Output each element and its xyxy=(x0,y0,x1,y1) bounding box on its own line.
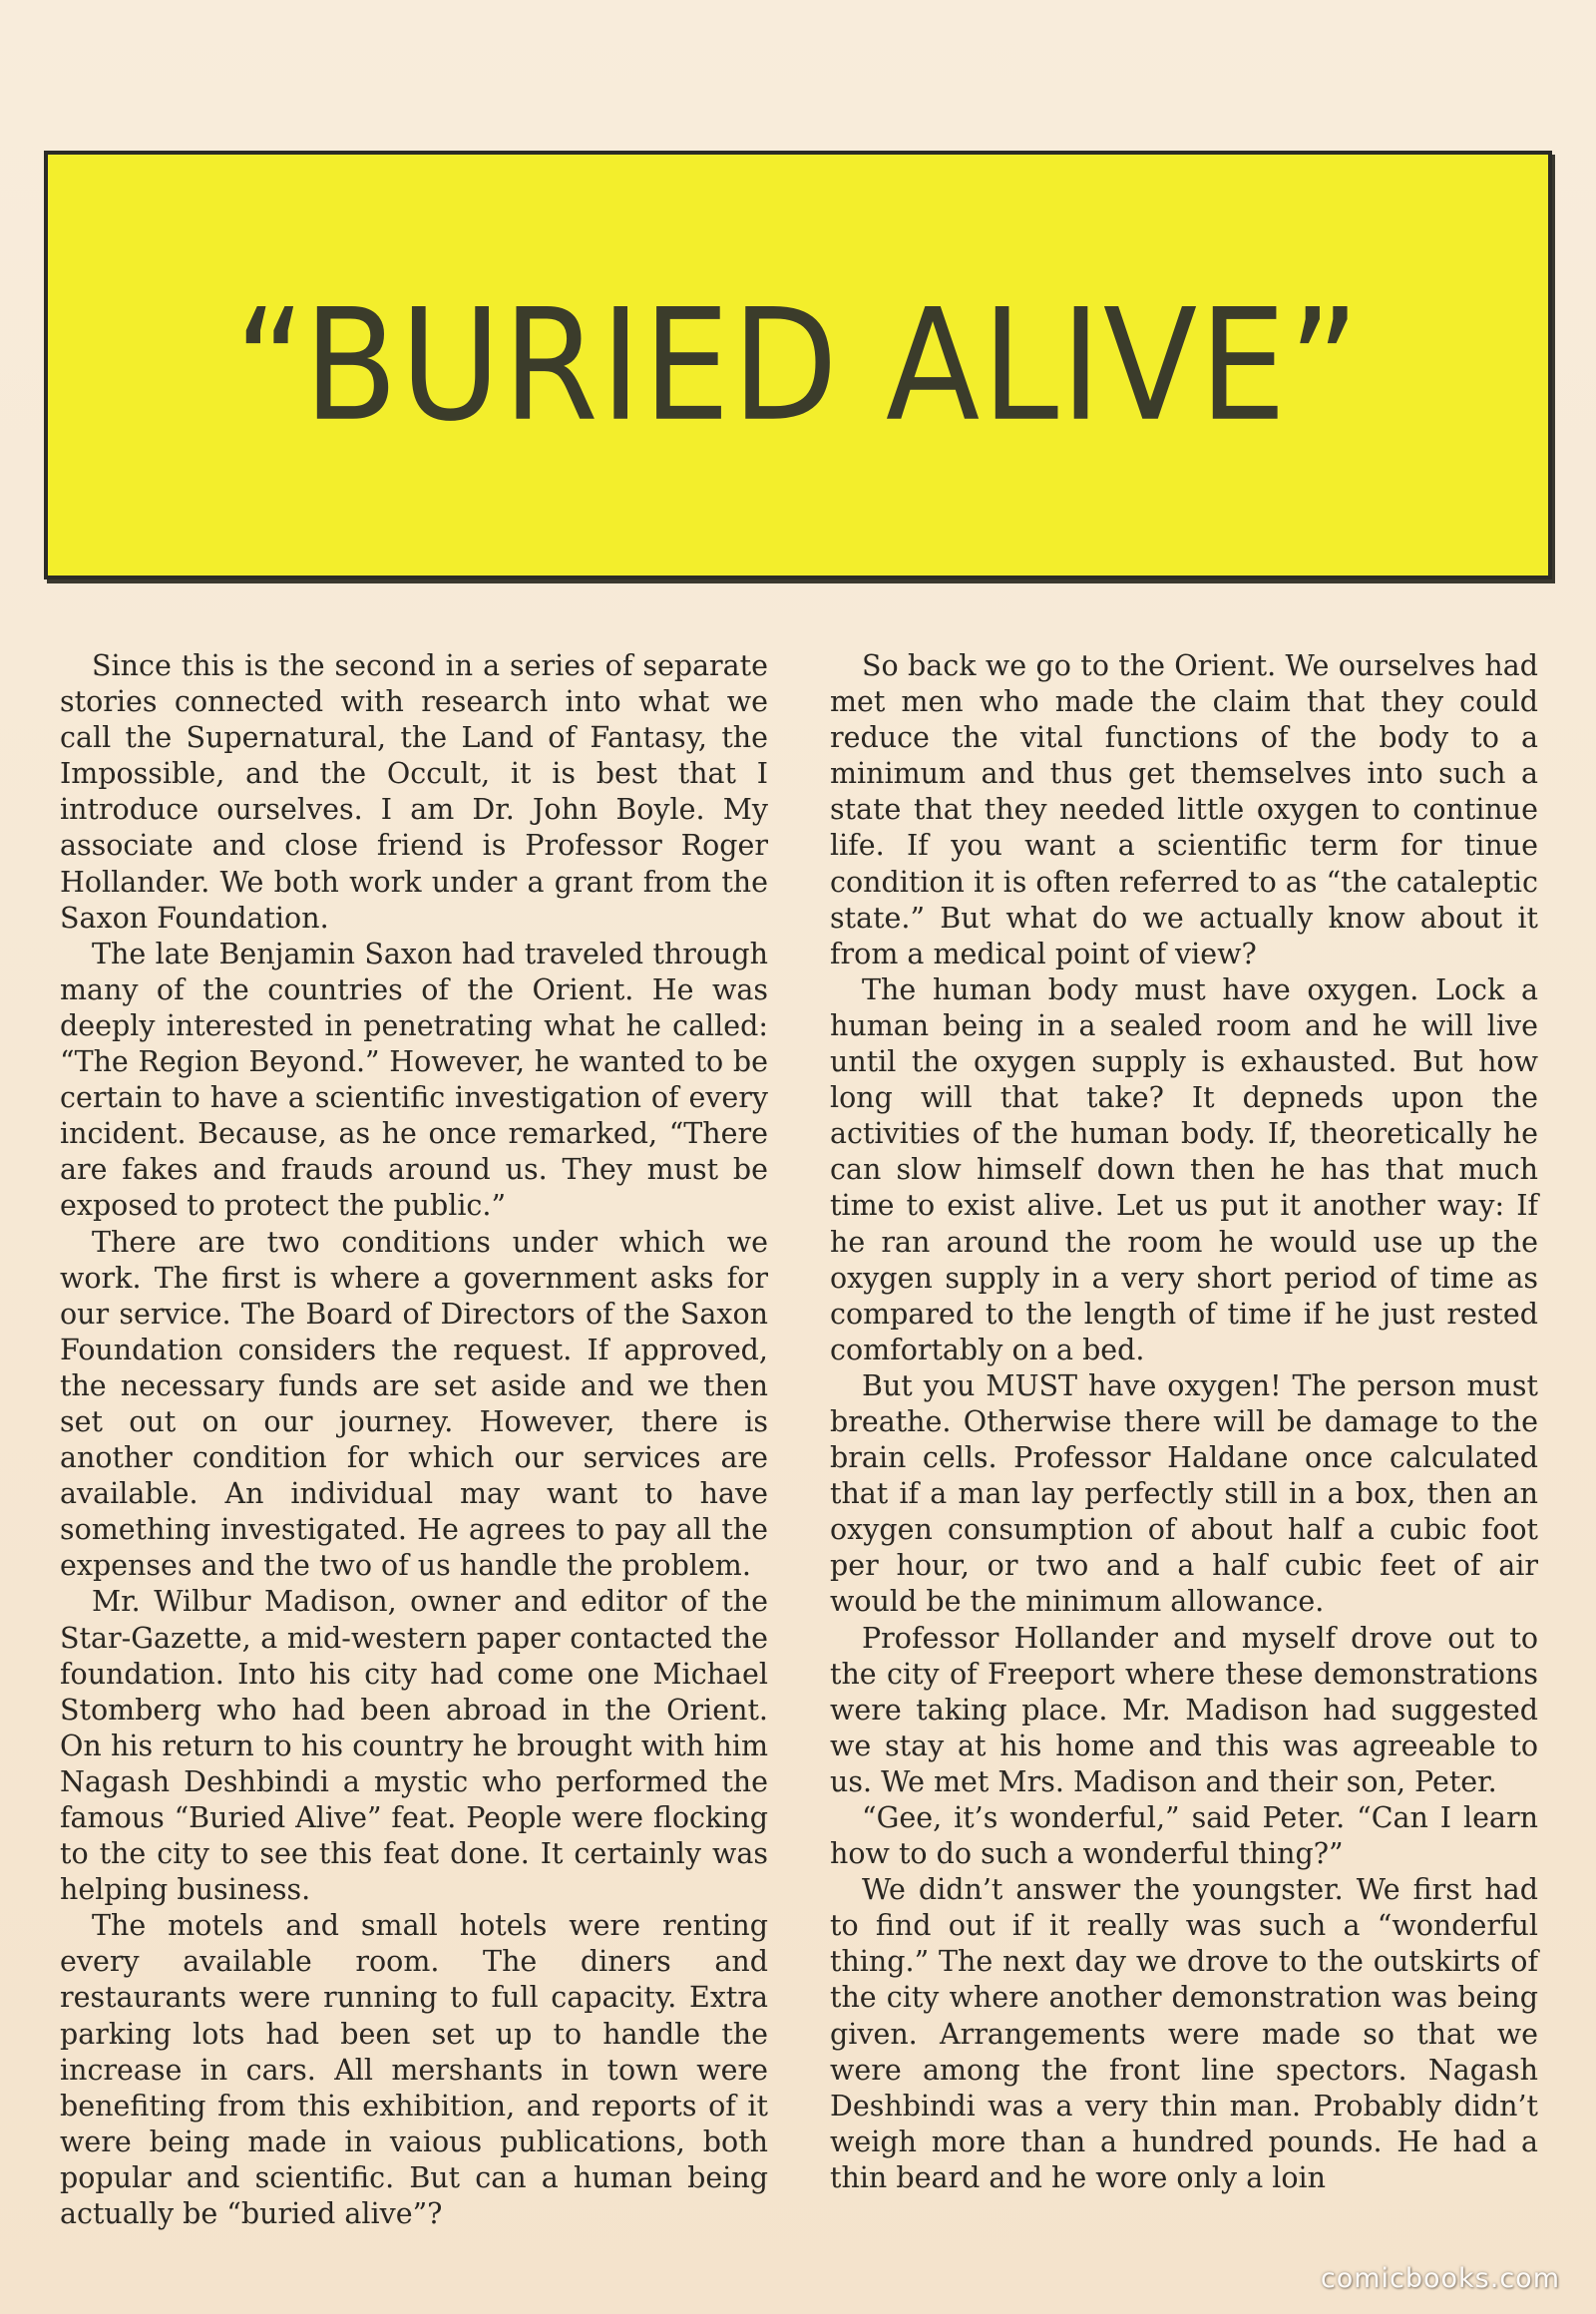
paragraph: There are two conditions under which we work. The first is where a government asks for our service. The Board of Directors of the Saxon Foundation considers the request. If approved, the necessary funds are set aside and we then set out on our journey. However, there is another condition for which our services are available. An individual may want to have something investigated. He agrees to pay all the expenses and the two of us handle the problem. xyxy=(60,1225,768,1583)
title-banner xyxy=(44,151,1552,579)
story-title: “BURIED ALIVE” xyxy=(234,274,1362,456)
paragraph: So back we go to the Orient. We ourselves had met men who made the claim that they could reduce the vital functions of the body to a minimum and thus get themselves into such a state that they needed little oxygen to continue life. If you want a scientific term for tinue condition it is often referred to as “the cataleptic state.” But what do we actually know about it from a medical point of view? xyxy=(830,649,1538,970)
paragraph: Professor Hollander and myself drove out to the city of Freeport where these demonstrations were taking place. Mr. Madison had suggested we stay at his home and this was agreeable to us. We met Mrs. Madison and their son, Peter. xyxy=(830,1621,1538,1798)
paragraph: But you MUST have oxygen! The person must breathe. Otherwise there will be damage to the brain cells. Professor Haldane once calculated that if a man lay perfectly still in a box, then an oxygen consumption of about half a cubic foot per hour, or two and a half cubic feet of air would be the minimum allowance. xyxy=(830,1368,1538,1619)
paragraph: Mr. Wilbur Madison, owner and editor of the Star-Gazette, a mid-western paper contacted the foundation. Into his city had come one Michael Stomberg who had been abroad in the Orient. On his return to his country he brought with him Nagash Deshbindi a mystic who performed the famous “Buried Alive” feat. People were flocking to the city to see this feat done. It certainly was helping business. xyxy=(60,1585,768,1907)
paragraph: We didn’t answer the youngster. We first had to find out if it really was such a “wonderful thing.” The next day we drove to the outskirts of the city where another demonstration was being given. Arrangements were made so that we were among the front line spectors. Nagash Deshbindi was a very thin man. Probably didn’t weigh more than a hundred pounds. He had a thin beard and he wore only a loin xyxy=(830,1873,1538,2194)
paragraph: The human body must have oxygen. Lock a human being in a sealed room and he will live until the oxygen supply is exhausted. But how long will that take? It depneds upon the activities of the human body. If, theoretically he can slow himself down then he has that much time to exist alive. Let us put it another way: If he ran around the room he would use up the oxygen supply in a very short period of time as compared to the length of time if he just rested comfortably on a bed. xyxy=(830,972,1538,1366)
site-watermark: comicbooks.com xyxy=(1320,2263,1560,2294)
text-column-right xyxy=(830,648,1538,2196)
paragraph: The late Benjamin Saxon had traveled through many of the countries of the Orient. He was deeply interested in penetrating what he called: “The Region Beyond.” However, he wanted to be certain to have a scientific investigation of every incident. Because, as he once remarked, “There are fakes and frauds around us. They must be exposed to protect the public.” xyxy=(60,937,768,1223)
text-column-left xyxy=(60,648,768,2232)
paragraph: The motels and small hotels were renting every available room. The diners and restaurants were running to full capacity. Extra parking lots had been set up to handle the increase in cars. All mershants in town were benefiting from this exhibition, and reports of it were being made in vaious publications, both popular and scientific. But can a human being actually be “buried alive”? xyxy=(60,1909,768,2231)
paragraph: “Gee, it’s wonderful,” said Peter. “Can I learn how to do such a wonderful thing?” xyxy=(830,1801,1538,1871)
paragraph: Since this is the second in a series of separate stories connected with research into what we call the Supernatural, the Land of Fantasy, the Impossible, and the Occult, it is best that I introduce ourselves. I am Dr. John Boyle. My associate and close friend is Professor Roger Hollander. We both work under a grant from the Saxon Foundation. xyxy=(60,649,768,935)
